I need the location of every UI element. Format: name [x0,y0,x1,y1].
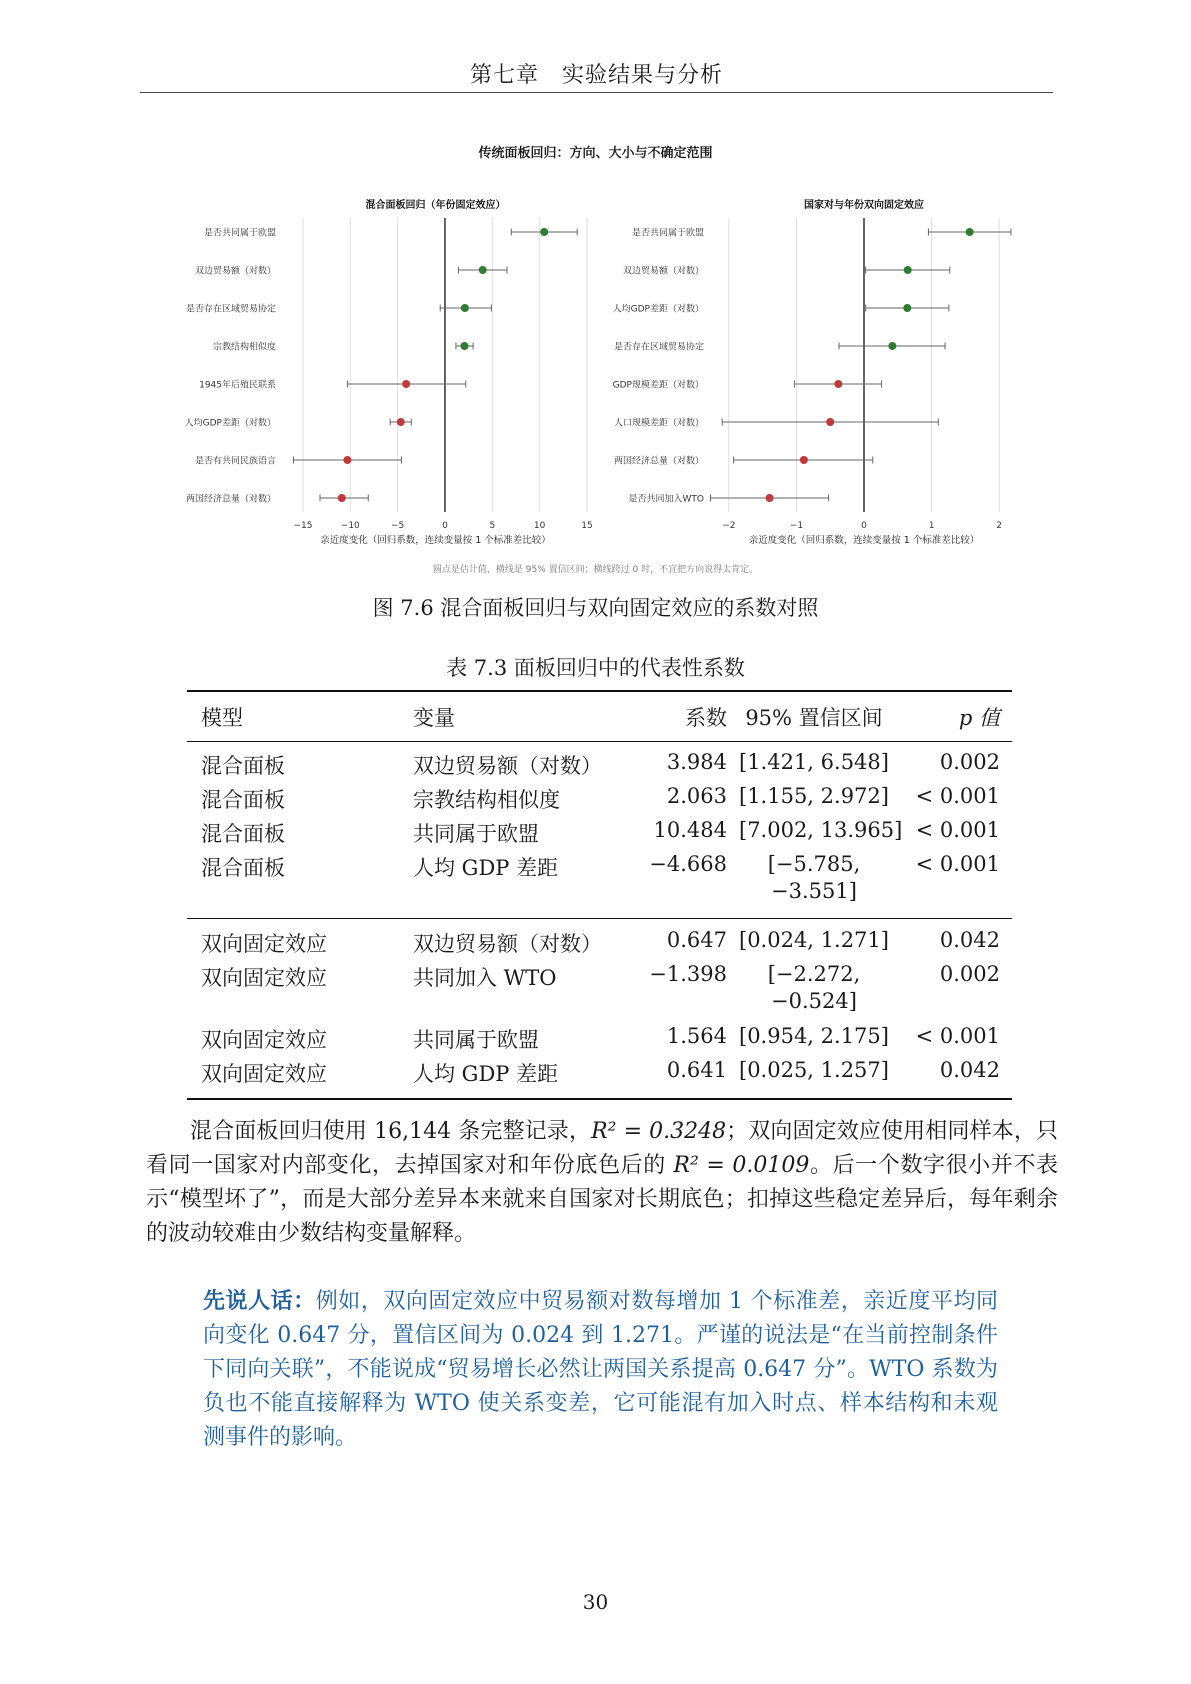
table-group-rule [187,918,1012,919]
table-cell-coef: 0.647 [666,928,727,952]
table-cell-p: 0.042 [939,928,1000,952]
table-header-rule [187,741,1012,742]
variable-label: 人均GDP差距（对数） [612,304,704,315]
table-cell-ci: [0.954, 2.175] [739,1024,889,1048]
estimate-point [766,494,774,502]
x-tick-label: 5 [489,521,496,531]
table-cell-coef: 3.984 [666,750,727,774]
x-tick-label: −15 [293,521,313,531]
table-cell-variable: 共同属于欧盟 [413,1028,539,1052]
estimate-point [343,456,351,464]
running-head: 第七章 实验结果与分析 [469,63,723,88]
table-cell-p: < 0.001 [915,1024,1000,1048]
header-p: p 值 [958,706,1000,730]
estimate-point [479,266,487,274]
table-cell-ci: [7.002, 13.965] [739,818,903,842]
variable-label: 双边贸易额（对数） [194,266,276,277]
table-cell-model: 混合面板 [201,754,285,778]
variable-label: 宗教结构相似度 [212,342,276,353]
table-cell-ci: [0.024, 1.271] [739,928,889,952]
table-cell-ci: [0.025, 1.257] [739,1058,889,1082]
callout-label: 先说人话： [203,1288,316,1314]
table-cell-p: 0.002 [939,962,1000,986]
variable-label: 是否存在区域贸易协定 [613,342,704,353]
table-cell-model: 双向固定效应 [201,932,327,956]
table-cell-p: < 0.001 [915,784,1000,808]
panel-title: 混合面板回归（年份固定效应） [365,200,506,211]
figure-suptitle: 传统面板回归：方向、大小与不确定范围 [478,146,713,161]
table-cell-coef: −4.668 [649,852,727,876]
x-tick-label: −1 [789,521,804,531]
estimate-point [826,418,834,426]
body-seg2: ；双向固定效应使用相同样本，只看同一国家对内部变化，去掉国家对和年份底色后的 [146,1119,1058,1178]
table-cell-ci: [1.155, 2.972] [739,784,889,808]
callout-text: 例如，双向固定效应中贸易额对数每增加 1 个标准差，亲近度平均同向变化 0.647 分，置信区间为 0.024 到 1.271。严谨的说法是“在当前控制条件下同向关联”，不能说成“贸易增长必然让两国关系提高 0.647 分”。WTO 系数为负也不能直接解释为 WTO 使关系变差，它可能混有加入时点、样本结构和未观测事件的影响。 [203,1289,998,1450]
table-cell-p: 0.002 [939,750,1000,774]
variable-label: GDP规模差距（对数） [612,380,704,391]
estimate-point [903,304,911,312]
table-cell-ci: [−5.785, [767,852,861,876]
plain-language-callout [203,1284,998,1455]
estimate-point [834,380,842,388]
table-cell-coef: −1.398 [649,962,727,986]
body-seg1: 混合面板回归使用 16,144 条完整记录， [190,1119,592,1144]
estimate-point [904,266,912,274]
estimate-point [800,456,808,464]
variable-label: 是否存在区域贸易协定 [185,304,276,315]
x-tick-label: 15 [581,521,593,531]
table-cell-variable: 双边贸易额（对数） [413,754,602,778]
variable-label: 两国经济总量（对数） [613,456,704,467]
variable-label: 双边贸易额（对数） [622,266,704,277]
variable-label: 人口规模差距（对数） [613,418,704,429]
table-caption: 表 7.3 面板回归中的代表性系数 [446,656,745,680]
estimate-point [888,342,896,350]
table-cell-variable: 人均 GDP 差距 [413,856,559,880]
body-paragraph [146,1115,1058,1251]
x-tick-label: 1 [928,521,935,531]
variable-label: 人均GDP差距（对数） [184,418,276,429]
figure-note: 圆点是估计值，横线是 95% 置信区间；横线跨过 0 时，不宜把方向说得太肯定。 [432,565,759,575]
variable-label: 两国经济总量（对数） [185,494,276,505]
header-variable: 变量 [413,706,455,730]
header-rule [140,92,1053,93]
panel-title: 国家对与年份双向固定效应 [804,200,924,211]
table-cell-ci-continued: −0.524] [771,989,857,1013]
table-cell-ci-continued: −3.551] [771,879,857,903]
header-ci: 95% 置信区间 [745,706,883,730]
header-coef: 系数 [685,706,727,730]
estimate-point [397,418,405,426]
x-axis-label: 亲近度变化（回归系数，连续变量按 1 个标准差比较） [320,535,551,546]
x-tick-label: 2 [996,521,1002,531]
x-tick-label: −2 [722,521,736,531]
x-tick-label: 10 [533,521,546,531]
table-cell-p: < 0.001 [915,852,1000,876]
table-cell-variable: 人均 GDP 差距 [413,1062,559,1086]
table-cell-coef: 10.484 [653,818,727,842]
table-cell-ci: [−2.272, [767,962,861,986]
x-tick-label: 0 [442,521,448,531]
table-cell-variable: 宗教结构相似度 [413,788,560,812]
variable-label: 是否共同属于欧盟 [631,228,704,239]
table-cell-coef: 1.564 [666,1024,727,1048]
variable-label: 是否共同加入WTO [628,494,704,505]
estimate-point [402,380,410,388]
x-axis-label: 亲近度变化（回归系数，连续变量按 1 个标准差比较） [748,535,980,546]
variable-label: 1945年后殖民联系 [199,380,276,391]
table-cell-coef: 2.063 [666,784,727,808]
table-cell-p: < 0.001 [915,818,1000,842]
variable-label: 是否共同属于欧盟 [203,228,276,239]
page-number: 30 [582,1590,609,1614]
body-seg3: 。后一个数字很小并不表示“模型坏了”，而是大部分差异本来就来自国家对长期底色；扣掉这些稳定差异后，每年剩余的波动较难由少数结构变量解释。 [146,1153,1058,1246]
table-cell-model: 混合面板 [201,788,285,812]
x-tick-label: −5 [390,521,405,531]
table-cell-model: 双向固定效应 [201,1062,327,1086]
header-model: 模型 [201,706,243,730]
table-cell-variable: 共同属于欧盟 [413,822,539,846]
table-cell-model: 混合面板 [201,856,285,880]
table-bottom-rule [187,1098,1012,1100]
table-top-rule [187,690,1012,692]
estimate-point [966,228,974,236]
body-r2-twoway: R² = 0.0109 [673,1153,810,1178]
table-cell-variable: 共同加入 WTO [413,966,557,990]
estimate-point [461,342,469,350]
estimate-point [461,304,469,312]
table-cell-model: 双向固定效应 [201,966,327,990]
estimate-point [338,494,346,502]
table-cell-p: 0.042 [939,1058,1000,1082]
x-tick-label: −10 [340,521,360,531]
table-cell-ci: [1.421, 6.548] [739,750,889,774]
figure-caption: 图 7.6 混合面板回归与双向固定效应的系数对照 [372,596,819,620]
x-tick-label: 0 [861,521,867,531]
coefficient-plot-svg [160,138,1031,590]
coefficient-figure [160,138,1031,590]
table-cell-model: 混合面板 [201,822,285,846]
table-cell-model: 双向固定效应 [201,1028,327,1052]
table-cell-variable: 双边贸易额（对数） [413,932,602,956]
estimate-point [540,228,548,236]
variable-label: 是否有共同民族语言 [194,456,276,467]
body-r2-pooled: R² = 0.3248 [591,1119,727,1144]
table-cell-coef: 0.641 [666,1058,727,1082]
